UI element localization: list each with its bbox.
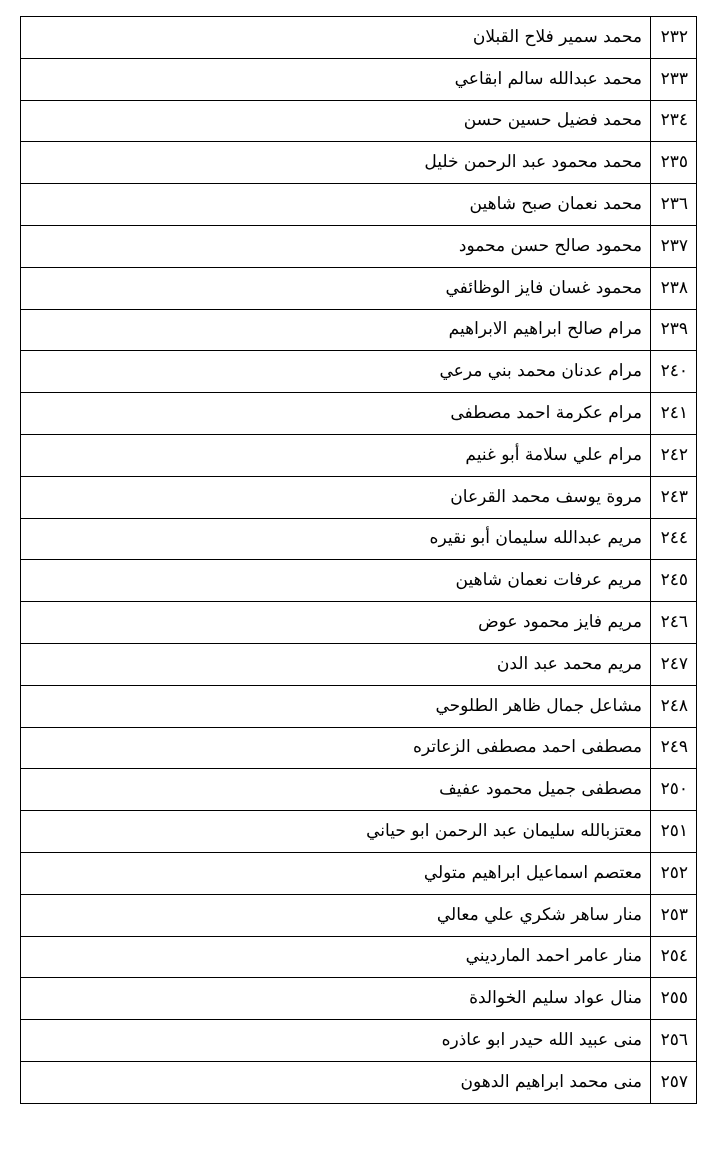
row-name: منى محمد ابراهيم الدهون (21, 1061, 651, 1103)
table-row (21, 393, 697, 435)
row-name: مشاعل جمال ظاهر الطلوحي (21, 685, 651, 727)
table-row (21, 309, 697, 351)
row-number: ٢٥٧ (651, 1061, 697, 1103)
row-number: ٢٥١ (651, 811, 697, 853)
table-row (21, 727, 697, 769)
table-row (21, 184, 697, 226)
row-name: محمد محمود عبد الرحمن خليل (21, 142, 651, 184)
row-name: مرام عكرمة احمد مصطفى (21, 393, 651, 435)
table-row (21, 267, 697, 309)
table-row (21, 225, 697, 267)
row-name: مرام عدنان محمد بني مرعي (21, 351, 651, 393)
table-row (21, 602, 697, 644)
row-number: ٢٤٣ (651, 476, 697, 518)
table-row (21, 852, 697, 894)
names-table (20, 16, 697, 1104)
row-name: مريم محمد عبد الدن (21, 643, 651, 685)
row-name: منار عامر احمد المارديني (21, 936, 651, 978)
table-row (21, 978, 697, 1020)
row-number: ٢٥٥ (651, 978, 697, 1020)
table-row (21, 476, 697, 518)
row-name: مريم عبدالله سليمان أبو نقيره (21, 518, 651, 560)
row-number: ٢٤٠ (651, 351, 697, 393)
row-name: مصطفى احمد مصطفى الزعاتره (21, 727, 651, 769)
table-row (21, 142, 697, 184)
table-row (21, 1061, 697, 1103)
row-number: ٢٥٤ (651, 936, 697, 978)
row-name: معتزبالله سليمان عبد الرحمن ابو حياني (21, 811, 651, 853)
row-name: مريم فايز محمود عوض (21, 602, 651, 644)
table-row (21, 643, 697, 685)
row-number: ٢٣٢ (651, 17, 697, 59)
row-name: محمد سمير فلاح القبلان (21, 17, 651, 59)
table-row (21, 936, 697, 978)
table-row (21, 434, 697, 476)
row-name: منال عواد سليم الخوالدة (21, 978, 651, 1020)
row-number: ٢٣٦ (651, 184, 697, 226)
row-number: ٢٣٤ (651, 100, 697, 142)
row-name: محمد نعمان صبح شاهين (21, 184, 651, 226)
row-name: معتصم اسماعيل ابراهيم متولي (21, 852, 651, 894)
row-number: ٢٤١ (651, 393, 697, 435)
table-row (21, 351, 697, 393)
row-number: ٢٥٠ (651, 769, 697, 811)
table-row (21, 685, 697, 727)
row-number: ٢٣٧ (651, 225, 697, 267)
table-row (21, 811, 697, 853)
table-row (21, 100, 697, 142)
row-name: مصطفى جميل محمود عفيف (21, 769, 651, 811)
row-number: ٢٤٦ (651, 602, 697, 644)
row-name: محمد فضيل حسين حسن (21, 100, 651, 142)
row-name: محمد عبدالله سالم ابقاعي (21, 58, 651, 100)
row-number: ٢٣٣ (651, 58, 697, 100)
table-row (21, 1020, 697, 1062)
row-number: ٢٣٥ (651, 142, 697, 184)
row-number: ٢٣٩ (651, 309, 697, 351)
row-name: مرام صالح ابراهيم الابراهيم (21, 309, 651, 351)
row-number: ٢٣٨ (651, 267, 697, 309)
row-name: منى عبيد الله حيدر ابو عاذره (21, 1020, 651, 1062)
row-number: ٢٤٩ (651, 727, 697, 769)
row-number: ٢٥٣ (651, 894, 697, 936)
row-name: مريم عرفات نعمان شاهين (21, 560, 651, 602)
row-name: مروة يوسف محمد القرعان (21, 476, 651, 518)
row-number: ٢٤٨ (651, 685, 697, 727)
names-table-body (21, 17, 697, 1104)
row-name: منار ساهر شكري علي معالي (21, 894, 651, 936)
table-row (21, 560, 697, 602)
row-number: ٢٤٥ (651, 560, 697, 602)
table-row (21, 769, 697, 811)
table-row (21, 17, 697, 59)
row-number: ٢٤٢ (651, 434, 697, 476)
row-number: ٢٥٢ (651, 852, 697, 894)
table-row (21, 894, 697, 936)
table-row (21, 518, 697, 560)
row-name: محمود غسان فايز الوظائفي (21, 267, 651, 309)
row-number: ٢٥٦ (651, 1020, 697, 1062)
table-row (21, 58, 697, 100)
row-number: ٢٤٧ (651, 643, 697, 685)
row-name: محمود صالح حسن محمود (21, 225, 651, 267)
row-name: مرام علي سلامة أبو غنيم (21, 434, 651, 476)
row-number: ٢٤٤ (651, 518, 697, 560)
